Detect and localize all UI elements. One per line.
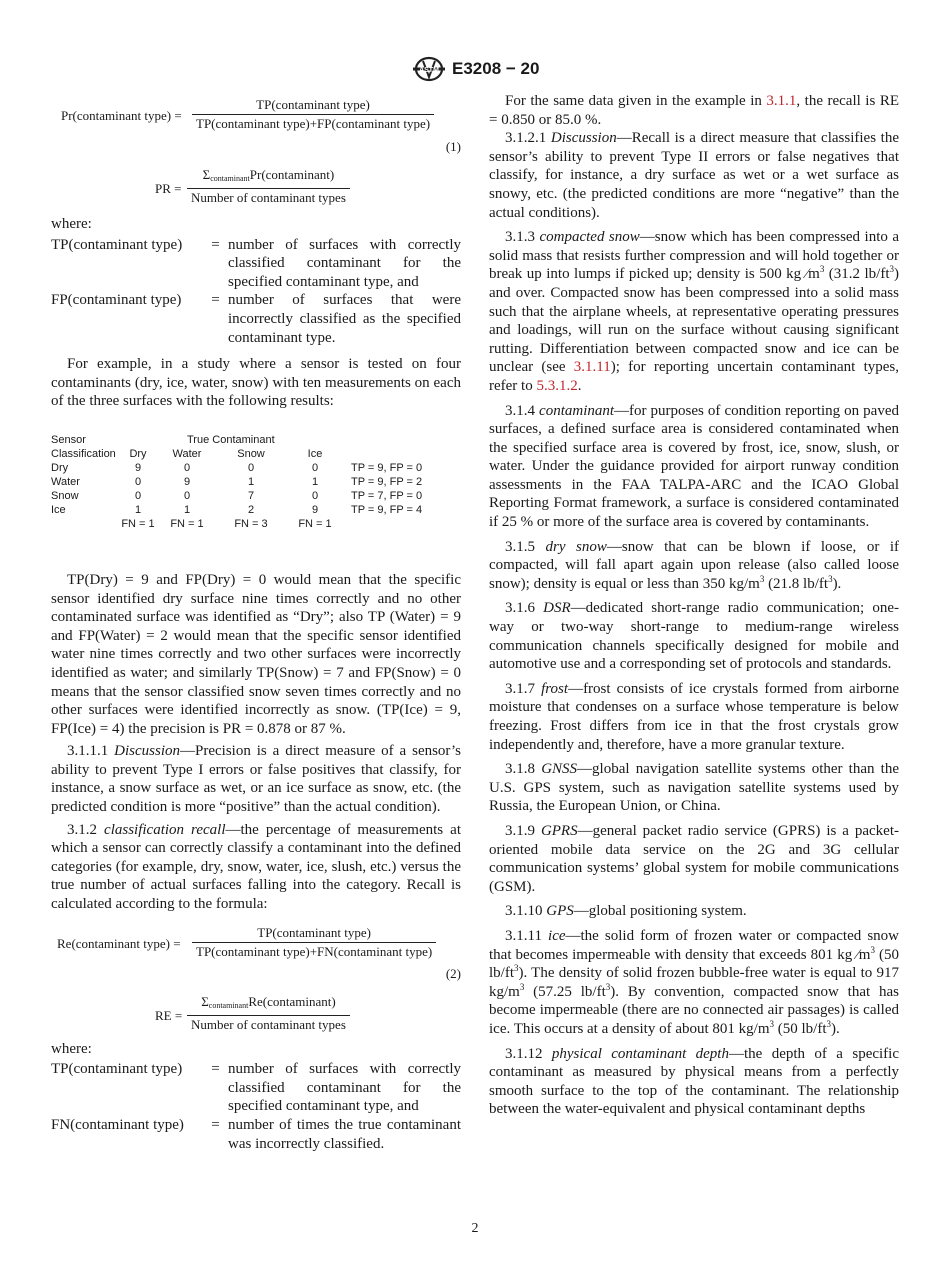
equation-2b [51,994,461,1030]
table-header-row [51,433,422,447]
definitions-1 [51,236,461,348]
table-row [51,461,422,475]
superscript: 3 [514,963,519,974]
cross-reference-link[interactable]: 5.3.1.2 [536,377,578,394]
section-text: —for purposes of condition reporting on paved surfaces, a defined surface area is considered contaminated when the specified surface area is covered by frost, ice, snow, slush, or water. Under the guidance provided for airport runway condition assessments in the FAA TALPA-ARC and the ICAO Global Reporting Format framework, a surface is considered contaminated if 25 % or more of the surface area is covered by contaminants. [489,402,899,531]
section-text: —global positioning system. [573,903,747,920]
text-run: (50 lb/ft [774,1020,827,1037]
where-label-2: where: [51,1040,92,1057]
table-cell: Dry [51,461,69,474]
text-run: —snow that can be blown if loose, or if compacted, will fall apart again upon release (also called loose snow); density is equal or less than 350 kg/m [489,538,899,592]
section-term: ice [548,927,566,944]
table-cell: TP = 9, FP = 4 [351,503,423,516]
table-cell [51,517,121,531]
definition-row [51,1116,461,1153]
section-number: 3.1.11 [505,927,542,944]
superscript: 3 [828,573,833,584]
astm-logo-icon [409,56,449,82]
text-run: ). By convention, compacted snow that has become impermeable (there are no connected air passages) is called ice. This occurs at a density of about 801 kg/m [489,983,899,1037]
section-number: 3.1.12 [505,1045,543,1062]
section-number: 3.1.4 [505,402,535,419]
definition-row [51,236,461,292]
superscript: 3 [870,944,875,955]
equation-2b-lhs: RE = [155,1007,183,1023]
section-term: GNSS [541,761,578,778]
equation-1-number: (1) [445,139,461,154]
definitions-2 [51,1060,461,1153]
section-number: 3.1.5 [505,538,535,555]
section-text: —frost consists of ice crystals formed from airborne moisture that condenses on a surface whose temperature is below freezing. Frost differs from ice in that the frost crystals grow independently and, therefore, have a more granular texture. [489,680,900,753]
section-number: 3.1.7 [505,680,535,697]
equation-1b [51,167,461,203]
definition-term: FN(contaminant type) [51,1117,184,1133]
superscript: 3 [826,1018,831,1029]
text-run: , the recall is RE = 0.850 or 85.0 %. [489,93,899,128]
section-term: contaminant [539,402,615,419]
tp-paragraph: TP(Dry) = 9 and FP(Dry) = 0 would mean that the specific sensor identified dry surface nine times correctly and no other contaminated surface was identified as “Dry”; also TP (Water) = 9 and FP(Water) = 2 would mean that the specific sensor identified water nine times correctly and two other surfaces were incorrectly identified as water; and similarly TP(Snow) = 7 and FP(Snow) = 0 means that the sensor classified snow seven times correctly and no other surfaces were identified incorrectly as snow. (TP(Ice) = 9, FP(Ice) = 4) the precision is PR = 0.878 or 87 %. [51,571,461,737]
equation-2-fraction [192,925,436,960]
table-header-cell: Ice [307,447,323,460]
table-cell: 9 [134,461,142,474]
equation-1 [51,95,461,154]
equation-2b-numerator-text: Re(contaminant) [248,993,336,1009]
section-number: 3.1.8 [505,761,535,778]
section-3-1-2-1 [489,129,899,222]
section-3-1-4 [489,402,899,532]
superscript: 3 [819,264,825,275]
section-3-1-3 [489,228,899,395]
section-term: frost [541,680,569,697]
section-term: GPRS [540,822,578,839]
section-term: DSR [543,600,571,617]
table-header-row [51,447,422,461]
table-cell: 0 [134,475,142,488]
cross-reference-link[interactable]: 3.1.11 [573,359,611,376]
section-text: —Precision is a direct measure of a sensor’s ability to prevent Type I errors or false positives that classify, for instance, a snow surface as wet, or an ice surface as snow, etc. (the predicted condition is more “positive” than the actual condition). [51,743,461,816]
equation-2 [51,924,461,981]
definition-row [51,291,461,347]
cross-reference-link[interactable]: 3.1.1 [766,93,797,109]
table-cell: 7 [247,489,255,502]
table-row [51,503,422,517]
sigma-subscript: contaminant [208,1000,249,1010]
table-cell: 0 [311,461,319,474]
table-cell: FN = 1 [298,517,332,530]
section-term: Discussion [114,743,180,760]
superscript: 3 [769,1018,774,1029]
equation-1-fraction [192,97,434,132]
table-fn-row [51,517,422,531]
equation-1b-numerator-text: Pr(contaminant) [249,167,335,182]
table-cell: 2 [247,503,255,516]
text-run: —the solid form of frozen water or compacted snow that becomes impermeable with density that exceeds 801 kg ⁄m [489,927,899,963]
equation-1-numerator: TP(contaminant type) [256,97,370,112]
table-cell: FN = 3 [234,517,268,530]
table-cell: FN = 1 [170,517,204,530]
table-cell: 1 [311,475,319,488]
definition-equals: = [211,292,220,309]
table-cell: 9 [311,503,319,516]
definition-term: TP(contaminant type) [51,1061,183,1078]
table-header-cell: Water [172,447,202,460]
definition-equals: = [211,236,220,253]
text-run: (57.25 lb/ft [524,983,606,1000]
equation-2-lhs: Re(contaminant type) = [57,935,181,951]
section-number: 3.1.9 [505,822,535,839]
table-cell: 0 [247,461,255,474]
equation-2b-numerator [187,994,350,1015]
section-term: physical contaminant depth [551,1045,729,1062]
text-run: (21.8 lb/ft [764,575,829,592]
definition-equals: = [211,1117,220,1133]
definition-row [51,1060,461,1116]
text-run: —snow which has been compressed into a solid mass that resists further compression and will hold together or break up into lumps if picked up; density is 500 kg ⁄m [489,229,899,283]
text-run: . [577,377,582,394]
table-cell: Snow [51,489,79,502]
table-cell: Ice [51,503,66,516]
example-paragraph: For example, in a study where a sensor is tested on four contaminants (dry, ice, water, snow) with ten measurements on each of the three surfaces with the following results: [51,356,461,410]
text-run: (50 lb/ft [489,946,899,982]
section-number: 3.1.2 [67,821,97,838]
table-cell: 0 [183,489,191,502]
text-run: ); for reporting uncertain contaminant types, refer to [489,359,899,394]
table-cell: TP = 9, FP = 2 [351,475,423,488]
section-text: —the percentage of measurements at which a sensor can correctly classify a contaminant into the defined categories (for example, dry, snow, water, ice, slush, etc.) versus the true number of actual surfaces falling into the category. Recall is calculated according to the formula: [51,821,461,913]
table-cell: 0 [183,461,191,474]
results-table [51,433,422,531]
section-3-1-9 [489,822,899,896]
section-term: Discussion [550,130,617,147]
text-run: (31.2 lb/ft [824,266,890,283]
section-text: —general packet radio service (GPRS) is a packet-oriented mobile data service on the 2G and 3G cellular communication systems’ global system for mobile communications (GSM). [489,822,899,895]
table-cell: 0 [311,489,319,502]
section-3-1-7 [489,680,899,754]
section-3-1-6 [489,599,899,673]
left-column [51,92,461,1153]
sigma-subscript: contaminant [210,174,250,183]
definition-term: TP(contaminant type) [51,236,183,253]
document-designation: E3208 − 20 [452,59,540,78]
equation-1b-lhs: PR = [155,181,182,196]
table-cell: 0 [134,489,142,502]
section-3-1-5 [489,538,899,594]
section-number: 3.1.10 [505,903,543,920]
section-3-1-8 [489,760,899,816]
definition-description: number of surfaces with correctly classified contaminant for the specified contaminant type, and [228,1061,461,1115]
section-term: GPS [546,903,574,920]
section-3-1-11 [489,927,899,1039]
definition-term: FP(contaminant type) [51,292,182,309]
section-3-1-2 [51,821,461,914]
section-3-1-12 [489,1045,899,1119]
table-cell [347,517,422,531]
equation-2b-denominator: Number of contaminant types [187,1015,350,1033]
table-header-cell: Classification [51,447,116,460]
section-number: 3.1.3 [505,229,535,246]
section-3-1-10 [489,902,899,921]
text-run: ) and over. Compacted snow has been compressed into a solid mass such that the airplane wheels, at representative operating pressures and loadings, will run on the surface without causing significant rutting. Differentiation between compacted snow and ice can be unclear (see [489,266,899,376]
equation-1b-numerator [187,167,350,188]
page-number: 2 [471,1221,479,1236]
table-header-cell [347,447,422,461]
equation-1-denominator: TP(contaminant type)+FP(contaminant type) [192,114,434,132]
superscript: 3 [759,573,765,584]
section-number: 3.1.1.1 [67,743,109,760]
text-run: ). The density of solid frozen bubble-free water is equal to 917 kg/m [489,965,899,1000]
table-cell: 1 [183,503,191,516]
section-text: —the depth of a specific contaminant as measured by physical means from a perfectly smooth surface to the top of the contaminant. The relationship between the water-equivalent and physical contaminant depths [489,1045,899,1118]
text-run: ). [831,1020,840,1037]
equation-1b-denominator: Number of contaminant types [187,188,350,206]
table-cell: Water [51,475,80,488]
where-label-1: where: [51,216,92,232]
table-cell: FN = 1 [121,517,155,530]
section-text: —Recall is a direct measure that classifies the sensor’s ability to prevent Type II errors or false negatives that classify, for instance, a dry surface as wet or a wet surface as snowy, etc. (the predicted conditions are more “negative” than the actual conditions). [489,130,899,221]
table-row [51,475,422,489]
sigma-symbol: Σ [201,993,209,1009]
table-header-cell: Sensor [51,433,86,446]
section-text: —dedicated short-range radio communication; one-way or two-way short-range to medium-range wireless communication channels specifically designed for mobile and automotive use and a corresponding set of protocols and standards. [489,600,899,673]
section-3-1-1-1 [51,742,461,816]
definition-description: number of surfaces that were incorrectly classified as the specified contaminant type. [228,292,461,346]
text-run: ). [832,575,842,592]
sigma-symbol: Σ [202,167,211,182]
equation-1-lhs: Pr(contaminant type) = [61,108,182,123]
superscript: 3 [605,981,611,992]
equation-1b-fraction [187,167,350,206]
table-cell: 9 [183,475,191,488]
section-number: 3.1.2.1 [505,130,547,147]
section-term: dry snow [545,538,607,555]
definition-description: number of surfaces with correctly classified contaminant for the specified contaminant type, and [228,236,461,290]
table-header-cell: Snow [237,447,265,460]
definition-equals: = [211,1061,220,1078]
equation-2-denominator: TP(contaminant type)+FN(contaminant type) [192,942,436,960]
equation-2b-fraction [187,994,350,1033]
table-header-cell: True Contaminant [187,433,275,446]
table-cell: TP = 9, FP = 0 [351,461,423,474]
svg-text:ASTM: ASTM [419,67,439,74]
definition-description: number of times the true contaminant was incorrectly classified. [228,1117,461,1152]
table-header-cell: Dry [129,447,147,460]
section-term: compacted snow [539,229,640,246]
right-column [489,92,899,1119]
page-header [0,58,950,82]
table-cell: 1 [134,503,142,516]
table-row [51,489,422,503]
table-cell: TP = 7, FP = 0 [351,489,423,502]
equation-2-numerator: TP(contaminant type) [257,924,371,940]
recall-paragraph [489,92,899,129]
text-run: For the same data given in the example in [505,93,767,109]
superscript: 3 [519,981,525,992]
equation-2-number: (2) [445,965,461,981]
section-term: classification recall [104,821,226,838]
section-number: 3.1.6 [505,600,535,617]
superscript: 3 [889,264,894,275]
section-text: —global navigation satellite systems other than the U.S. GPS system, such as navigation satellite systems used by Russia, the European Union, or China. [489,761,900,815]
table-cell: 1 [247,475,255,488]
